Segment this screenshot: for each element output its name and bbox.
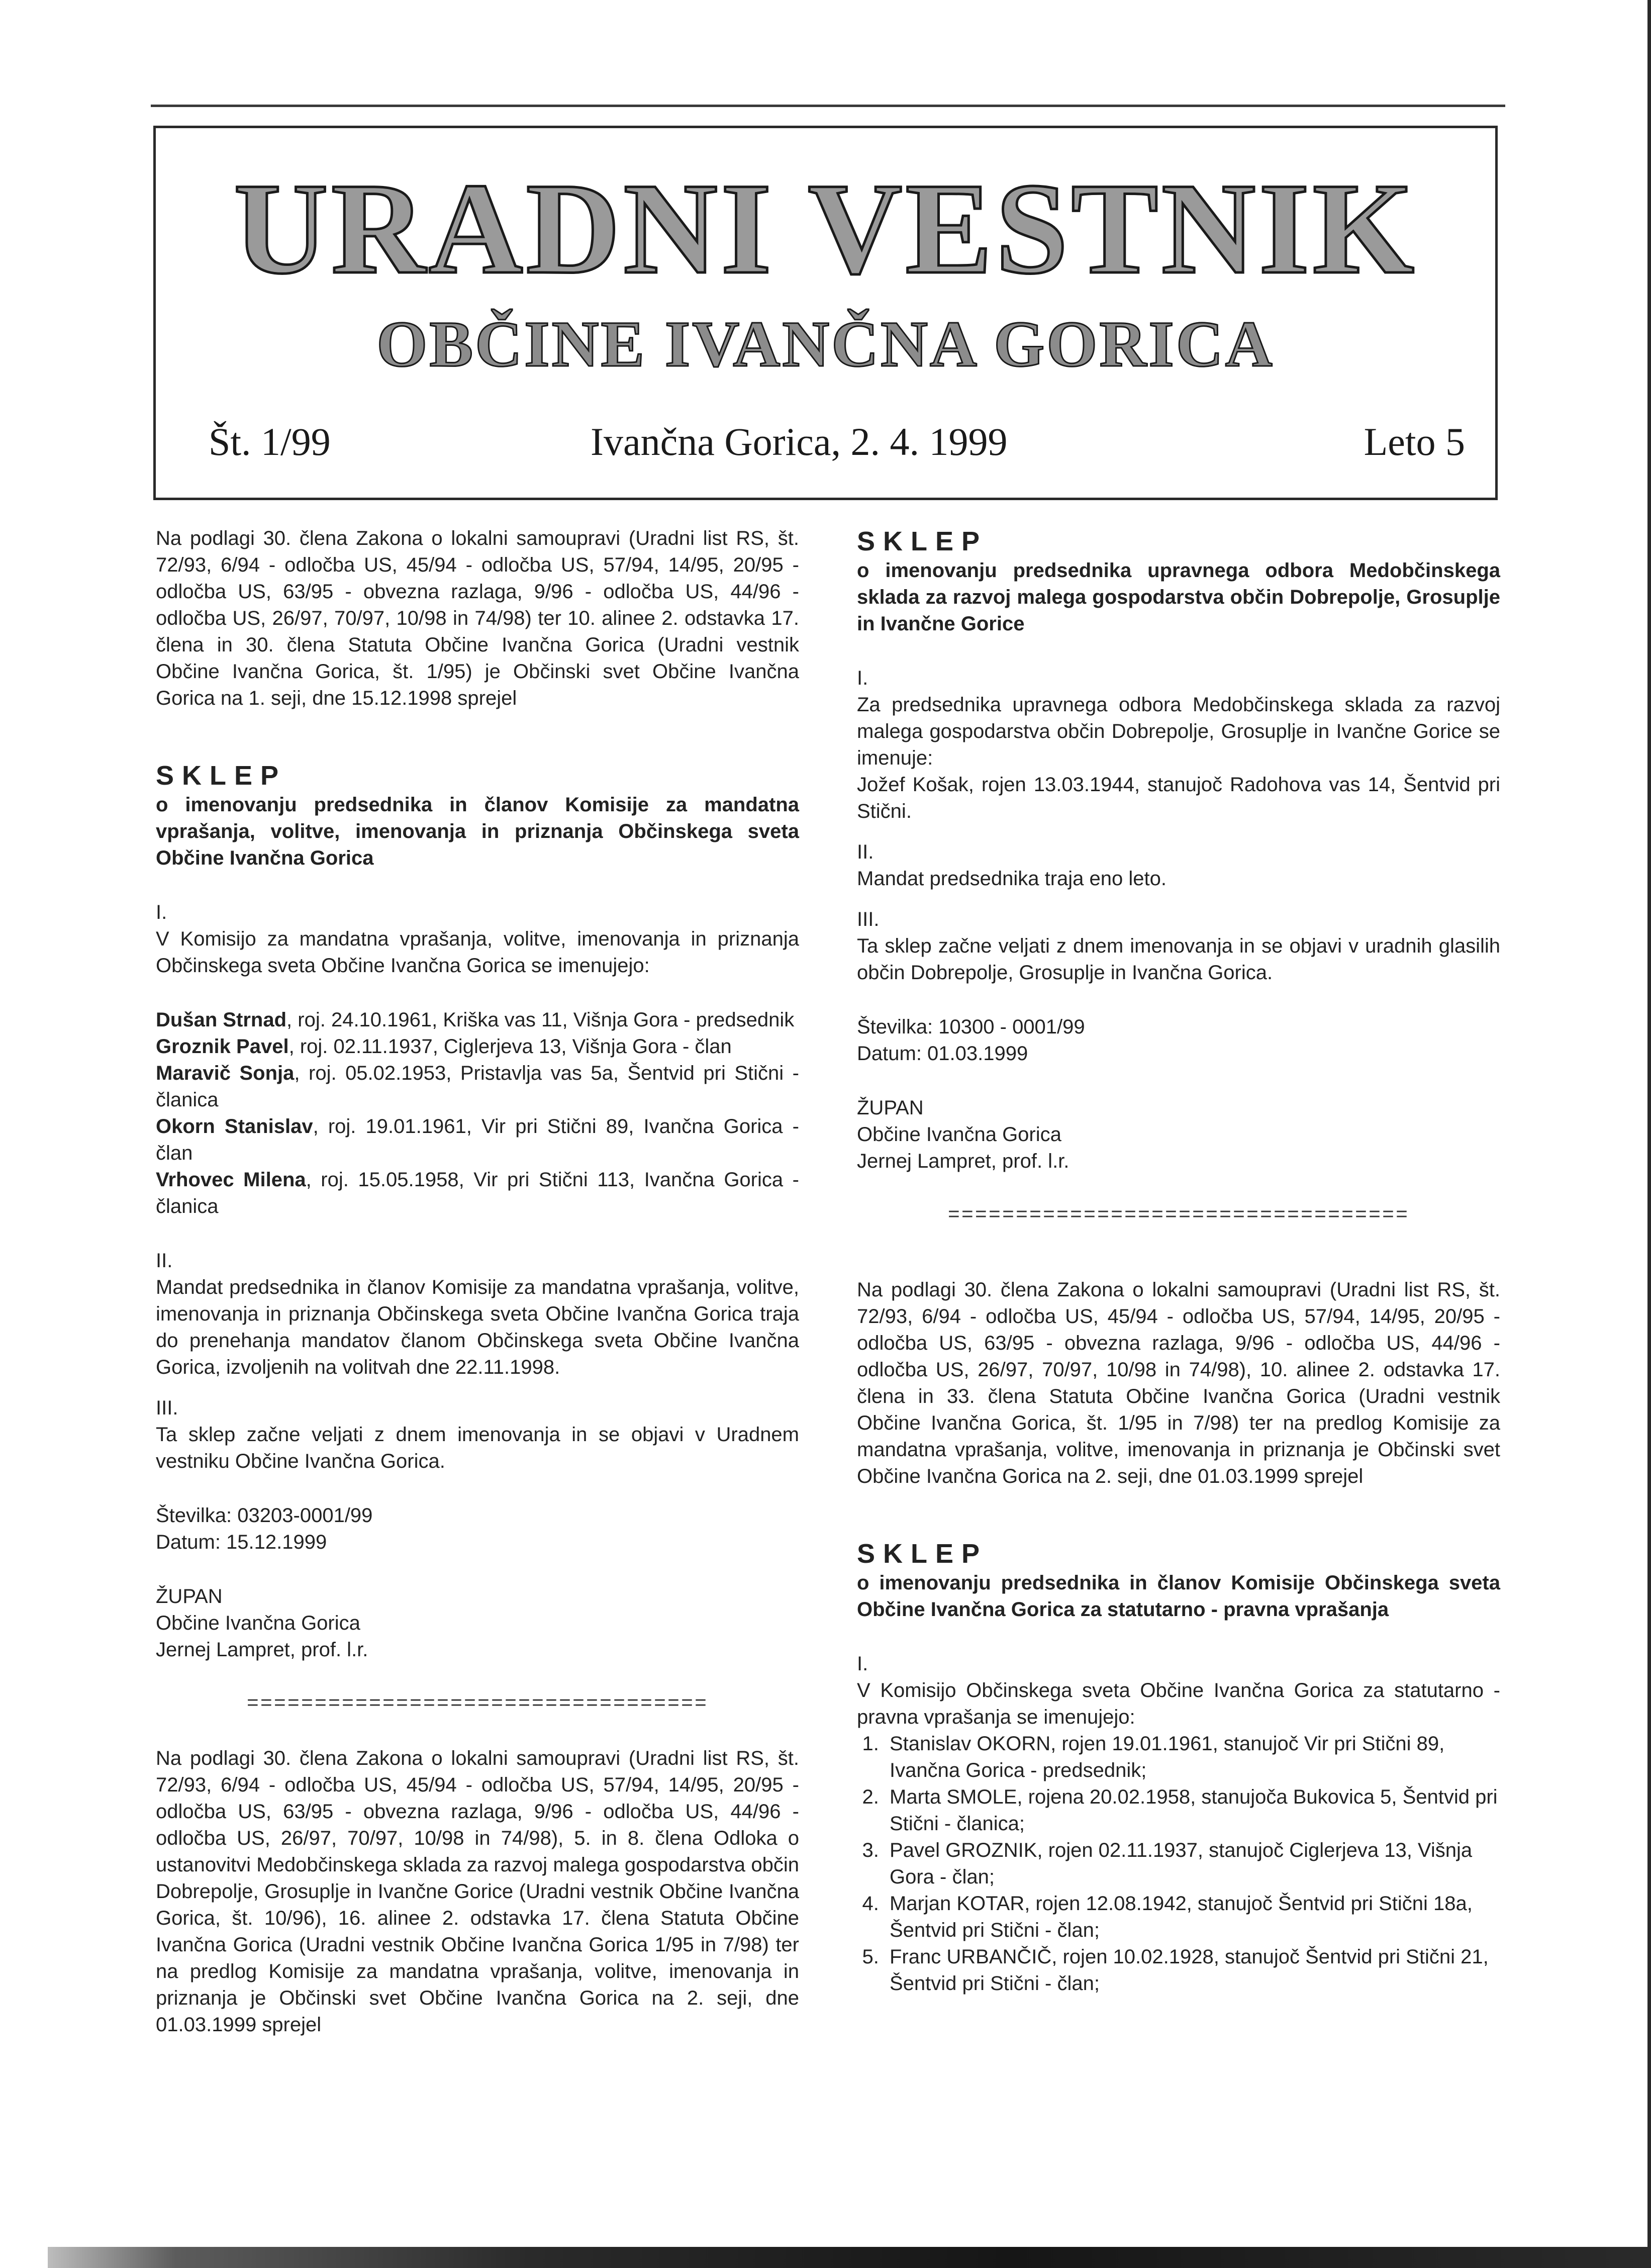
member-entry: [156, 1060, 799, 1113]
member-details: , roj. 02.11.1937, Ciglerjeva 13, Višnja Gora - član: [288, 1035, 732, 1058]
member-name: Dušan Strnad: [156, 1009, 287, 1031]
scan-edge-shadow: [1647, 0, 1651, 2268]
section-separator: ==================================: [246, 1693, 709, 1716]
decision-1-subject: o imenovanju predsednika in članov Komisije za mandatna vprašanja, volitve, imenovanja in priznanja Občinskega sveta Občine Ivančna Gorica: [156, 794, 799, 869]
decision-2-section-2-number: II.: [857, 841, 874, 863]
member-name: Okorn Stanislav: [156, 1115, 313, 1138]
decision-1-section-1-text: V Komisijo za mandatna vprašanja, volitve, imenovanja in priznanja Občinskega sveta Občine Ivančna Gorica se imenujejo:: [156, 928, 799, 977]
member-details: , roj. 24.10.1961, Kriška vas 11, Višnja Gora - predsednik: [286, 1009, 795, 1031]
signature-municipality: Občine Ivančna Gorica: [156, 1612, 360, 1634]
decision-1-reference-number: Številka: 03203-0001/99: [156, 1504, 373, 1527]
decision-2-reference-number: Številka: 10300 - 0001/99: [857, 1016, 1085, 1038]
member-details: , roj. 05.02.1953, Pristavlja vas 5a, Šentvid pri Stični - članica: [156, 1062, 799, 1111]
member-entry: [156, 1033, 799, 1060]
list-item: 5. Franc URBANČIČ, rojen 10.02.1928, stanujoč Šentvid pri Stični 21, Šentvid pri Stični - član;: [885, 1944, 1500, 1997]
right-column: [857, 525, 1500, 1997]
issue-number: Št. 1/99: [209, 420, 331, 463]
member-entry: [156, 1113, 799, 1167]
decision-3-section-1-text: V Komisijo Občinskega sveta Občine Ivančna Gorica za statutarno - pravna vprašanja se imenujejo:: [857, 1679, 1500, 1728]
publication-subtitle: OBČINE IVANČNA GORICA: [376, 308, 1275, 381]
member-details: , roj. 15.05.1958, Vir pri Stični 113, Ivančna Gorica - članica: [156, 1169, 799, 1217]
issue-place-date: Ivančna Gorica, 2. 4. 1999: [591, 420, 1008, 463]
member-details: , roj. 19.01.1961, Vir pri Stični 89, Ivančna Gorica - član: [156, 1115, 799, 1164]
member-entry: [156, 1167, 799, 1220]
decision-1-date: Datum: 15.12.1999: [156, 1531, 327, 1553]
list-item: 2. Marta SMOLE, rojena 20.02.1958, stanujoča Bukovica 5, Šentvid pri Stični - članica;: [885, 1784, 1500, 1837]
decision-1-heading: SKLEP: [156, 761, 287, 791]
signature-name: Jernej Lampret, prof. l.r.: [156, 1639, 368, 1661]
preamble-2: Na podlagi 30. člena Zakona o lokalni samoupravi (Uradni list RS, št. 72/93, 6/94 - odločba US, 45/94 - odločba US, 57/94, 14/95, 20/95 - odločba US, 63/95 - obvezna razlaga, 9/96 - odločba US, 44/96 - odločba US, 26/97, 70/97, 10/98 in 74/98), 5. in 8. člena Odloka o ustanovitvi Medobčinskega sklada za razvoj malega gospodarstva občin Dobrepolje, Grosuplje in Ivančne Gorice (Uradni vestnik Občine Ivančna Gorica, št. 10/96), 16. alinee 2. odstavka 17. člena Statuta Občine Ivančna Gorica (Uradni vestnik Občine Ivančna Gorica 1/95 in 7/98) ter na predlog Komisije za mandatna vprašanja, volitve, imenovanja in priznanja je Občinski svet Občine Ivančna Gorica na 2. seji, dne 01.03.1999 sprejel: [156, 1747, 799, 2036]
publication-title: URADNI VESTNIK: [234, 156, 1417, 301]
decision-2-appointee: Jožef Košak, rojen 13.03.1944, stanujoč Radohova vas 14, Šentvid pri Stični.: [857, 774, 1500, 822]
masthead: [153, 126, 1498, 500]
issue-year: Leto 5: [1364, 420, 1465, 463]
decision-1-section-2-text: Mandat predsednika in članov Komisije za mandatna vprašanja, volitve, imenovanja in priznanja Občinskega sveta Občine Ivančna Gorica traja do prenehanja mandatov članom Občinskega sveta Občine Ivančna Gorica, izvoljenih na volitvah dne 22.11.1998.: [156, 1276, 799, 1378]
decision-1-section-3-text: Ta sklep začne veljati z dnem imenovanja in se objavi v Uradnem vestniku Občine Ivančna Gorica.: [156, 1424, 799, 1472]
decision-3-subject: o imenovanju predsednika in članov Komisije Občinskega sveta Občine Ivančna Gorica za statutarno - pravna vprašanja: [857, 1572, 1500, 1621]
decision-2-heading: SKLEP: [857, 526, 988, 556]
decision-2-section-3-number: III.: [857, 908, 880, 930]
decision-2-section-2-text: Mandat predsednika traja eno leto.: [857, 868, 1167, 890]
decision-1-section-3-number: III.: [156, 1397, 178, 1419]
section-separator: ==================================: [947, 1204, 1410, 1227]
member-entry: [156, 1007, 799, 1033]
top-rule: [151, 105, 1505, 107]
preamble-1: Na podlagi 30. člena Zakona o lokalni samoupravi (Uradni list RS, št. 72/93, 6/94 - odločba US, 45/94 - odločba US, 57/94, 14/95, 20/95 - odločba US, 63/95 - obvezna razlaga, 9/96 - odločba US, 44/96 - odločba US, 26/97, 70/97, 10/98 in 74/98) ter 10. alinee 2. odstavka 17. člena in 30. člena Statuta Občine Ivančna Gorica (Uradni vestnik Občine Ivančna Gorica, št. 1/95) je Občinski svet Občine Ivančna Gorica na 1. seji, dne 15.12.1998 sprejel: [156, 527, 799, 709]
list-item: 4. Marjan KOTAR, rojen 12.08.1942, stanujoč Šentvid pri Stični 18a, Šentvid pri Stični - član;: [885, 1891, 1500, 1944]
decision-2-section-3-text: Ta sklep začne veljati z dnem imenovanja in se objavi v uradnih glasilih občin Dobrepolje, Grosuplje in Ivančna Gorica.: [857, 935, 1500, 984]
member-name: Groznik Pavel: [156, 1035, 289, 1058]
decision-2-date: Datum: 01.03.1999: [857, 1043, 1028, 1065]
member-name: Maravič Sonja: [156, 1062, 295, 1084]
scan-bottom-shadow: [48, 2247, 1651, 2268]
left-column: [156, 525, 799, 2038]
decision-3-member-list: [857, 1731, 1500, 1997]
preamble-3: Na podlagi 30. člena Zakona o lokalni samoupravi (Uradni list RS, št. 72/93, 6/94 - odločba US, 45/94 - odločba US, 57/94, 14/95, 20/95 - odločba US, 63/95 - obvezna razlaga, 9/96 - odločba US, 44/96 - odločba US, 26/97, 70/97, 10/98 in 74/98), 10. alinee 2. odstavka 17. člena in 33. člena Statuta Občine Ivančna Gorica (Uradni vestnik Občine Ivančna Gorica, št. 1/95 in 7/98) ter na predlog Komisije za mandatna vprašanja, volitve, imenovanja in priznanja je Občinski svet Občine Ivančna Gorica na 2. seji, dne 01.03.1999 sprejel: [857, 1279, 1500, 1487]
list-item: 3. Pavel GROZNIK, rojen 02.11.1937, stanujoč Ciglerjeva 13, Višnja Gora - član;: [885, 1837, 1500, 1891]
decision-1-section-1-number: I.: [156, 901, 167, 923]
signature-title: ŽUPAN: [156, 1585, 223, 1608]
signature-name: Jernej Lampret, prof. l.r.: [857, 1150, 1070, 1172]
decision-2-subject: o imenovanju predsednika upravnega odbora Medobčinskega sklada za razvoj malega gospodarstva občin Dobrepolje, Grosuplje in Ivančne Gorice: [857, 559, 1500, 635]
decision-3-heading: SKLEP: [857, 1539, 988, 1569]
decision-2-section-1-text: Za predsednika upravnega odbora Medobčinskega sklada za razvoj malega gospodarstva občin Dobrepolje, Grosuplje in Ivančne Gorice se imenuje:: [857, 694, 1500, 769]
signature-title: ŽUPAN: [857, 1097, 924, 1119]
signature-municipality: Občine Ivančna Gorica: [857, 1123, 1061, 1146]
decision-2-section-1-number: I.: [857, 667, 868, 689]
list-item: 1. Stanislav OKORN, rojen 19.01.1961, stanujoč Vir pri Stični 89, Ivančna Gorica - predsednik;: [885, 1731, 1500, 1784]
decision-1-section-2-number: II.: [156, 1250, 173, 1272]
member-name: Vrhovec Milena: [156, 1169, 306, 1191]
decision-3-section-1-number: I.: [857, 1653, 868, 1675]
